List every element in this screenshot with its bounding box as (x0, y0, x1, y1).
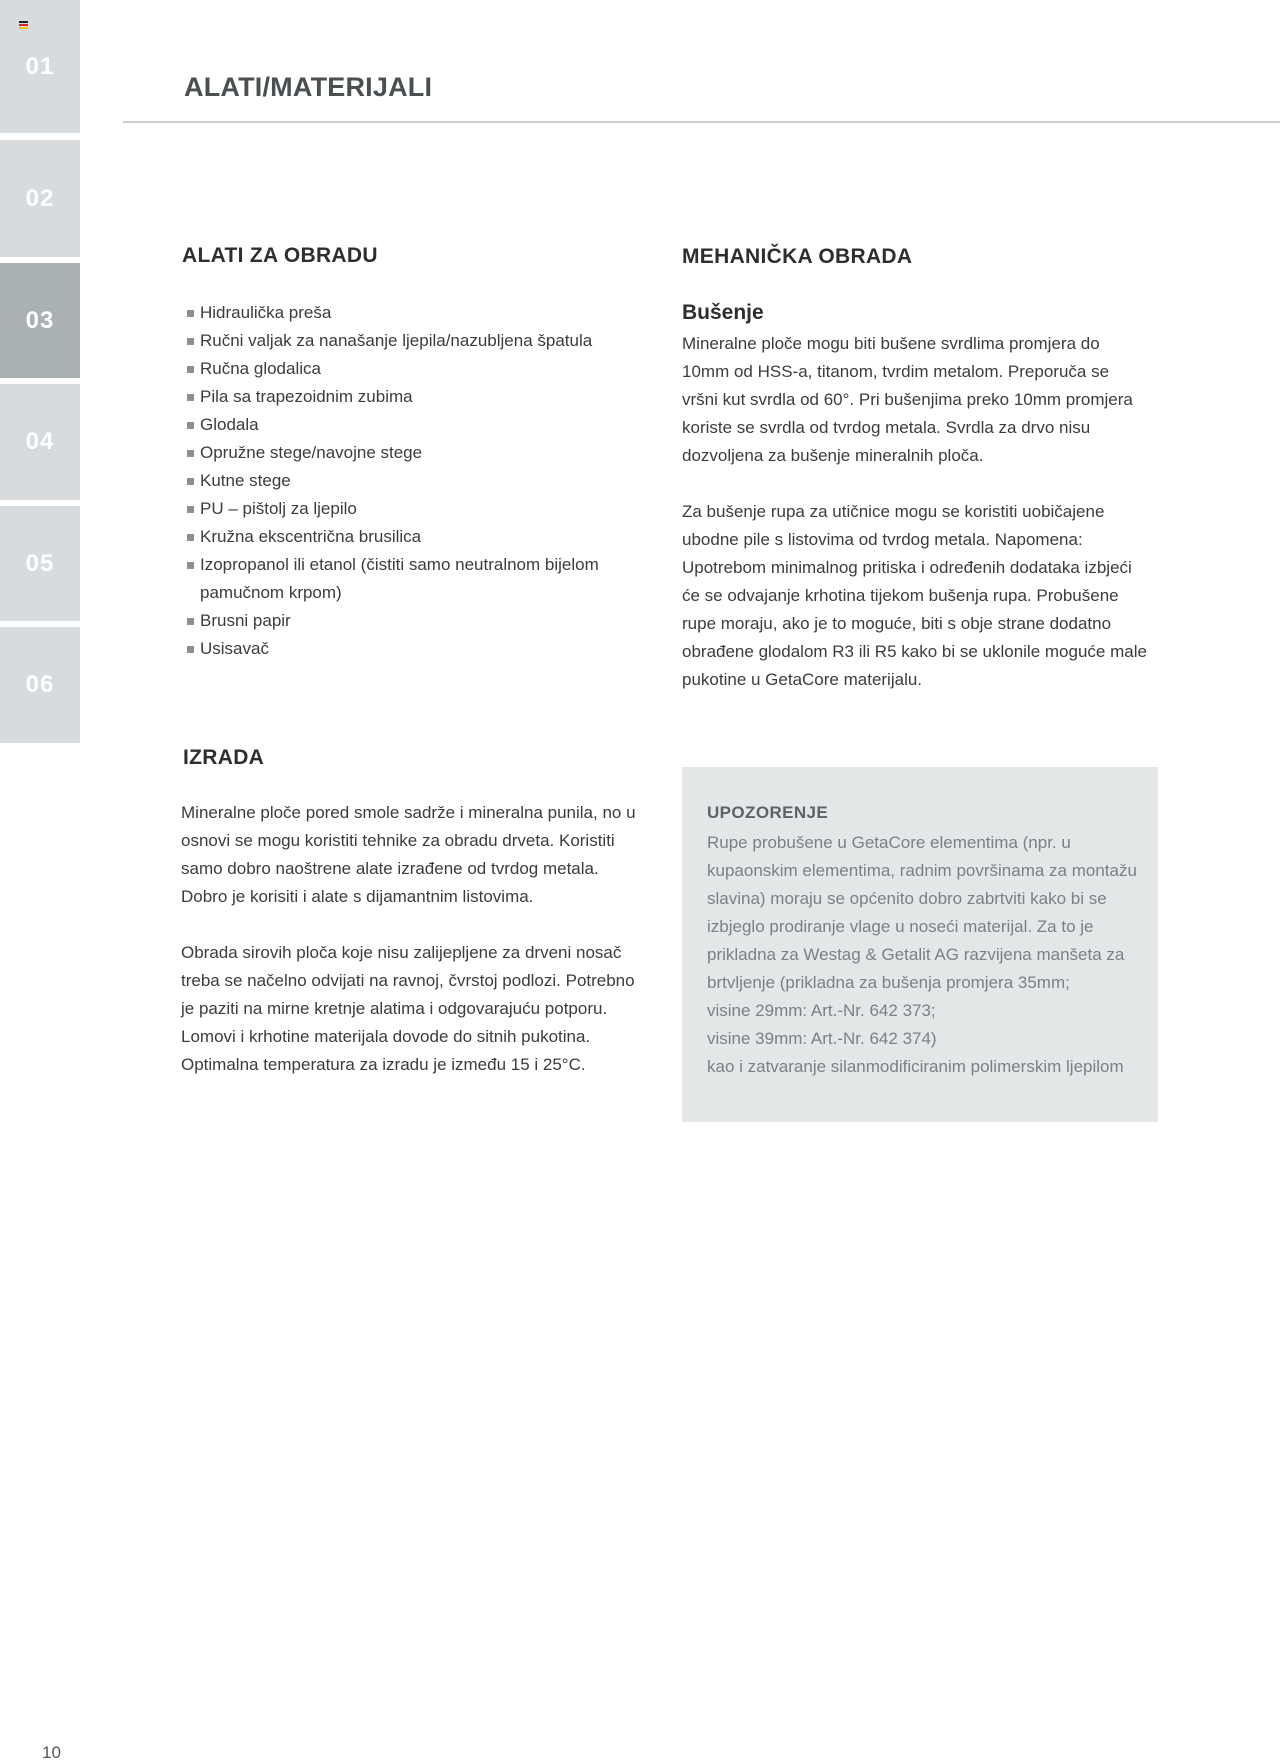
warning-text-block (707, 829, 1147, 1081)
drilling-paragraph-1: Mineralne ploče mogu biti bušene svrdlima promjera do 10mm od HSS-a, titanom, tvrdim metalom. Preporuča se vršni kut svrdla od 60°. Pri bušenjima preko 10mm promjera koriste se svrdla od tvrdog metala. Svrdla za drvo nisu dozvoljena za bušenje mineralnih ploča. (682, 334, 1133, 465)
title-divider (123, 121, 1280, 123)
production-heading: IZRADA (183, 746, 265, 769)
list-item: Ručni valjak za nanašanje ljepila/nazubljena špatula (187, 327, 647, 355)
list-item: Kutne stege (187, 467, 647, 495)
list-item: Brusni papir (187, 607, 647, 635)
list-item: Usisavač (187, 635, 647, 663)
german-flag-icon[interactable] (19, 21, 28, 28)
chapter-tab-label: 04 (25, 428, 55, 455)
chapter-tab-03[interactable] (0, 263, 80, 378)
drilling-subheading: Bušenje (682, 301, 764, 324)
warning-line: kao i zatvaranje silanmodificiranim polimerskim ljepilom (707, 1057, 1124, 1076)
chapter-tab-05[interactable] (0, 506, 80, 621)
list-item: Pila sa trapezoidnim zubima (187, 383, 647, 411)
chapter-tab-label: 05 (25, 549, 55, 577)
list-item: Glodala (187, 411, 647, 439)
mechanical-heading: MEHANIČKA OBRADA (682, 245, 913, 268)
chapter-tab-label: 03 (25, 306, 55, 334)
production-paragraph-1: Mineralne ploče pored smole sadrže i mineralna punila, no u osnovi se mogu koristiti tehnike za obradu drveta. Koristiti samo dobro naoštrene alate izrađene od tvrdog metala. Dobro je korisiti i alate s dijamantnim listovima. (181, 803, 636, 906)
chapter-tab-02[interactable] (0, 140, 80, 257)
tools-heading: ALATI ZA OBRADU (182, 244, 378, 267)
list-item: PU – pištolj za ljepilo (187, 495, 647, 523)
chapter-tab-01[interactable] (0, 0, 80, 133)
warning-line: visine 29mm: Art.-Nr. 642 373; (707, 1001, 936, 1020)
chapter-tab-04[interactable] (0, 384, 80, 500)
warning-text: Rupe probušene u GetaCore elementima (npr. u kupaonskim elementima, radnim površinama za montažu slavina) moraju se općenito dobro zabrtviti kako bi se izbjeglo prodiranje vlage u noseći materijal. Za to je prikladna za Westag & Getalit AG razvijena manšeta za brtvljenje (prikladna za bušenja promjera 35mm; (707, 833, 1137, 992)
tools-list (187, 299, 647, 663)
list-item: Hidraulička preša (187, 299, 647, 327)
chapter-tab-label: 01 (25, 52, 55, 80)
list-item: Opružne stege/navojne stege (187, 439, 647, 467)
list-item: Izopropanol ili etanol (čistiti samo neutralnom bijelom pamučnom krpom) (187, 551, 647, 607)
chapter-tab-label: 06 (25, 671, 55, 698)
page-number: 10 (42, 1743, 61, 1762)
warning-line: visine 39mm: Art.-Nr. 642 374) (707, 1029, 937, 1048)
list-item: Ručna glodalica (187, 355, 647, 383)
chapter-tab-label: 02 (25, 184, 55, 212)
warning-title: UPOZORENJE (707, 803, 829, 822)
drilling-paragraph-2: Za bušenje rupa za utičnice mogu se koristiti uobičajene ubodne pile s listovima od tvrdog metala. Napomena: Upotrebom minimalnog pritiska i određenih dodataka izbjeći će se odvajanje krhotina tijekom bušenja rupa. Probušene rupe moraju, ako je to moguće, biti s obje strane dodatno obrađene glodalom R3 ili R5 kako bi se uklonile moguće male pukotine u GetaCore materijalu. (682, 502, 1147, 689)
page-title: ALATI/MATERIJALI (184, 72, 433, 102)
list-item: Kružna ekscentrična brusilica (187, 523, 647, 551)
chapter-tab-06[interactable] (0, 627, 80, 743)
production-paragraph-2: Obrada sirovih ploča koje nisu zalijepljene za drveni nosač treba se načelno odvijati na ravnoj, čvrstoj podlozi. Potrebno je paziti na mirne kretnje alatima i odgovarajuću potporu. Lomovi i krhotine materijala dovode do sitnih pukotina. Optimalna temperatura za izradu je između 15 i 25°C. (181, 943, 635, 1074)
